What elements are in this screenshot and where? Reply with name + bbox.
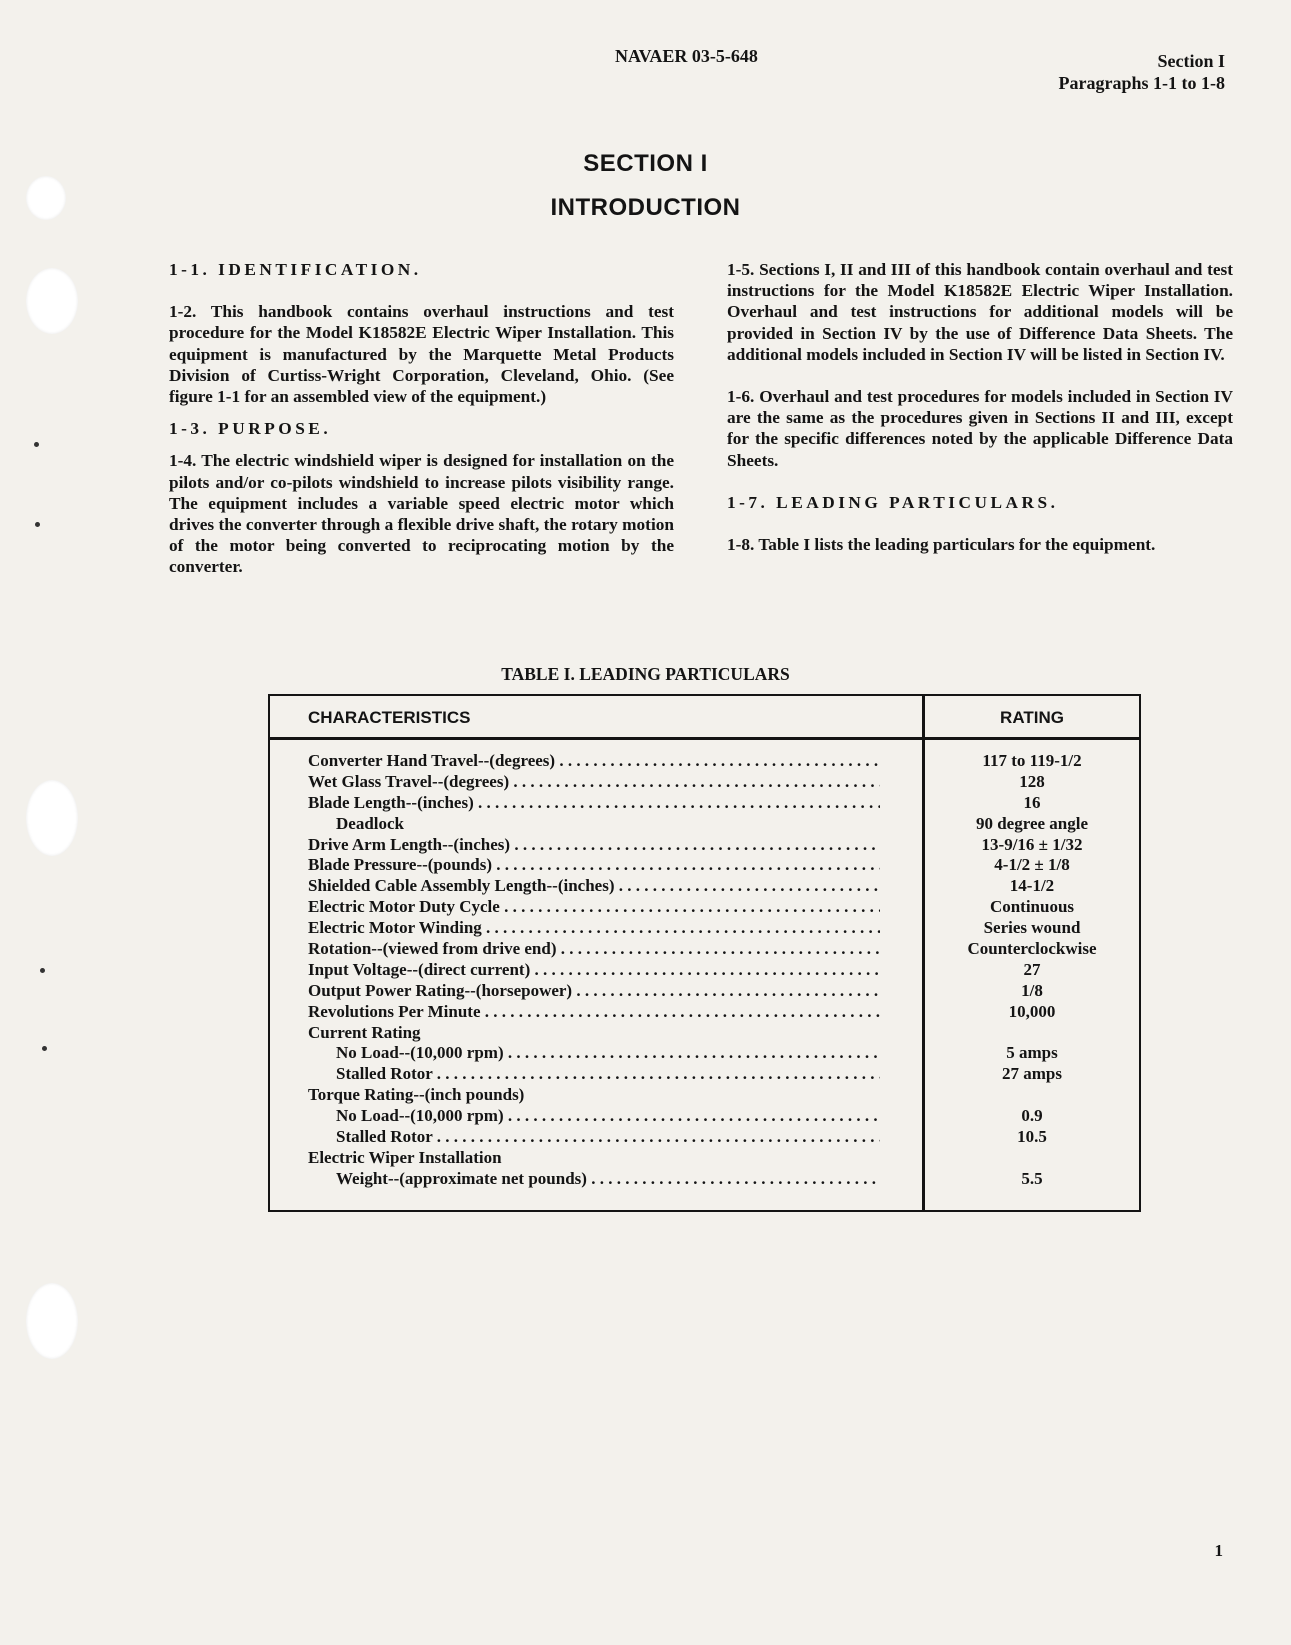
table-row [270,835,1138,856]
table-row [270,1148,1138,1169]
paragraph-1-1: 1-1. IDENTIFICATION. [169,260,422,279]
rating-cell: 90 degree angle [975,813,1089,833]
rating-cell: 16 [1023,792,1041,812]
characteristic-cell: Stalled Rotor . . . [336,1064,880,1085]
paragraph-1-2: 1-2. This handbook contains overhaul instructions and test procedure for the Model K18582E Electric Wiper Installation. This equipment is manufactured by the Marquette Metal Products Division of Curtiss-Wright Corporation, Cleveland, Ohio. (See figure 1-1 for an assembled view of the equipment.) [169,302,674,407]
table-row [270,814,1138,835]
doc-number: NAVAER 03-5-648 [615,46,758,66]
rating-cell: 10,000 [1008,1001,1056,1021]
paragraph-1-5: 1-5. Sections I, II and III of this handbook contain overhaul and test instructions for the Model K18582E Electric Wiper Installation. Overhaul and test instructions for additional models will be provided in Section IV by the use of Difference Data Sheets. The additional models included in Section IV will be listed in Section IV. [727,260,1233,364]
paragraph-1-8: 1-8. Table I lists the leading particulars for the equipment. [727,535,1156,555]
table-row [270,855,1138,876]
characteristic-cell: Torque Rating--(inch pounds) [308,1085,525,1105]
header-divider [270,737,1139,740]
rating-cell: 27 [1023,959,1041,979]
page-number: 1 [1214,1541,1223,1560]
characteristic-cell: Output Power Rating--(horsepower) . . . [308,981,880,1002]
table-row [270,981,1138,1002]
left-column [169,259,674,578]
table-row [270,960,1138,981]
section-reference [1059,50,1225,94]
rating-cell: 5 amps [1006,1043,1058,1063]
table-row [270,1127,1138,1148]
section-subtitle: INTRODUCTION [550,194,741,221]
speck [42,1046,47,1051]
rating-cell: 27 amps [1002,1064,1062,1084]
characteristic-cell: Blade Length--(inches) . . . [308,793,880,814]
speck [40,968,45,973]
rating-cell: 117 to 119-1/2 [982,751,1082,770]
table-row [270,1085,1138,1106]
binder-hole [26,268,78,334]
table-body [270,751,1138,1190]
table-row [270,751,1138,772]
table-row [270,1002,1138,1023]
characteristic-cell: Shielded Cable Assembly Length--(inches) . . . [308,876,880,897]
column-header-rating: RATING [1000,708,1064,727]
paragraph-1-7: 1-7. LEADING PARTICULARS. [727,492,1059,512]
rating-cell: 1/8 [1021,980,1043,1000]
paragraph-1-3: 1-3. PURPOSE. [169,419,332,439]
table-row [270,1064,1138,1085]
paragraph-1-6: 1-6. Overhaul and test procedures for models included in Section IV are the same as the procedures given in Sections II and III, except for the specific differences noted by the applicable Difference Data Sheets. [727,387,1233,470]
characteristic-cell: Revolutions Per Minute . . . [308,1002,880,1023]
characteristic-cell: Converter Hand Travel--(degrees) . . . [308,751,880,772]
rating-cell: 4-1/2 ± 1/8 [994,855,1070,875]
section-label: Section I [1157,51,1225,71]
rating-cell: 10.5 [1017,1127,1047,1147]
rating-cell: Series wound [983,918,1081,938]
table-row [270,772,1138,793]
characteristic-cell: Stalled Rotor . . . [336,1127,880,1148]
characteristic-cell: Electric Wiper Installation [308,1147,502,1167]
speck [35,522,40,527]
table-row [270,939,1138,960]
paragraph-1-4: 1-4. The electric windshield wiper is designed for installation on the pilots and/or co-pilots windshield to increase pilots visibility range. The equipment includes a variable speed electric motor which drives the converter through a flexible drive shaft, the rotary motion of the motor being converted to reciprocating motion by the converter. [169,451,674,577]
characteristic-cell: Blade Pressure--(pounds) . . . [308,855,880,876]
characteristic-cell: No Load--(10,000 rpm) . . . [336,1106,880,1127]
right-column [727,259,1233,555]
characteristic-cell: Wet Glass Travel--(degrees) . . . [308,772,880,793]
rating-cell: Counterclockwise [967,939,1097,959]
rating-cell: 128 [1019,771,1045,791]
table-row [270,1023,1138,1044]
characteristic-cell: Deadlock [336,813,404,833]
rating-cell: 0.9 [1021,1106,1043,1126]
binder-hole [26,1283,78,1359]
table-row [270,897,1138,918]
table-row [270,1169,1138,1190]
characteristic-cell: No Load--(10,000 rpm) . . . [336,1043,880,1064]
characteristic-cell: Weight--(approximate net pounds) . . . [336,1169,880,1190]
rating-cell: 14-1/2 [1009,876,1055,896]
column-header-characteristics: CHARACTERISTICS [308,708,471,727]
rating-cell: 13-9/16 ± 1/32 [981,834,1083,854]
characteristic-cell: Drive Arm Length--(inches) . . . [308,835,880,856]
rating-cell: 5.5 [1021,1168,1043,1188]
leading-particulars-table [268,694,1141,1212]
rating-cell: Continuous [989,897,1075,917]
section-title: SECTION I [583,150,708,177]
table-row [270,1043,1138,1064]
characteristic-cell: Electric Motor Winding . . . [308,918,880,939]
table-row [270,793,1138,814]
characteristic-cell: Current Rating [308,1022,421,1042]
binder-hole [26,780,78,856]
characteristic-cell: Rotation--(viewed from drive end) . . . [308,939,880,960]
table-row [270,1106,1138,1127]
table-title: TABLE I. LEADING PARTICULARS [501,664,790,684]
characteristic-cell: Electric Motor Duty Cycle . . . [308,897,880,918]
speck [34,442,39,447]
table-row [270,876,1138,897]
paragraphs-label: Paragraphs 1-1 to 1-8 [1058,73,1225,93]
table-row [270,918,1138,939]
characteristic-cell: Input Voltage--(direct current) . . . [308,960,880,981]
